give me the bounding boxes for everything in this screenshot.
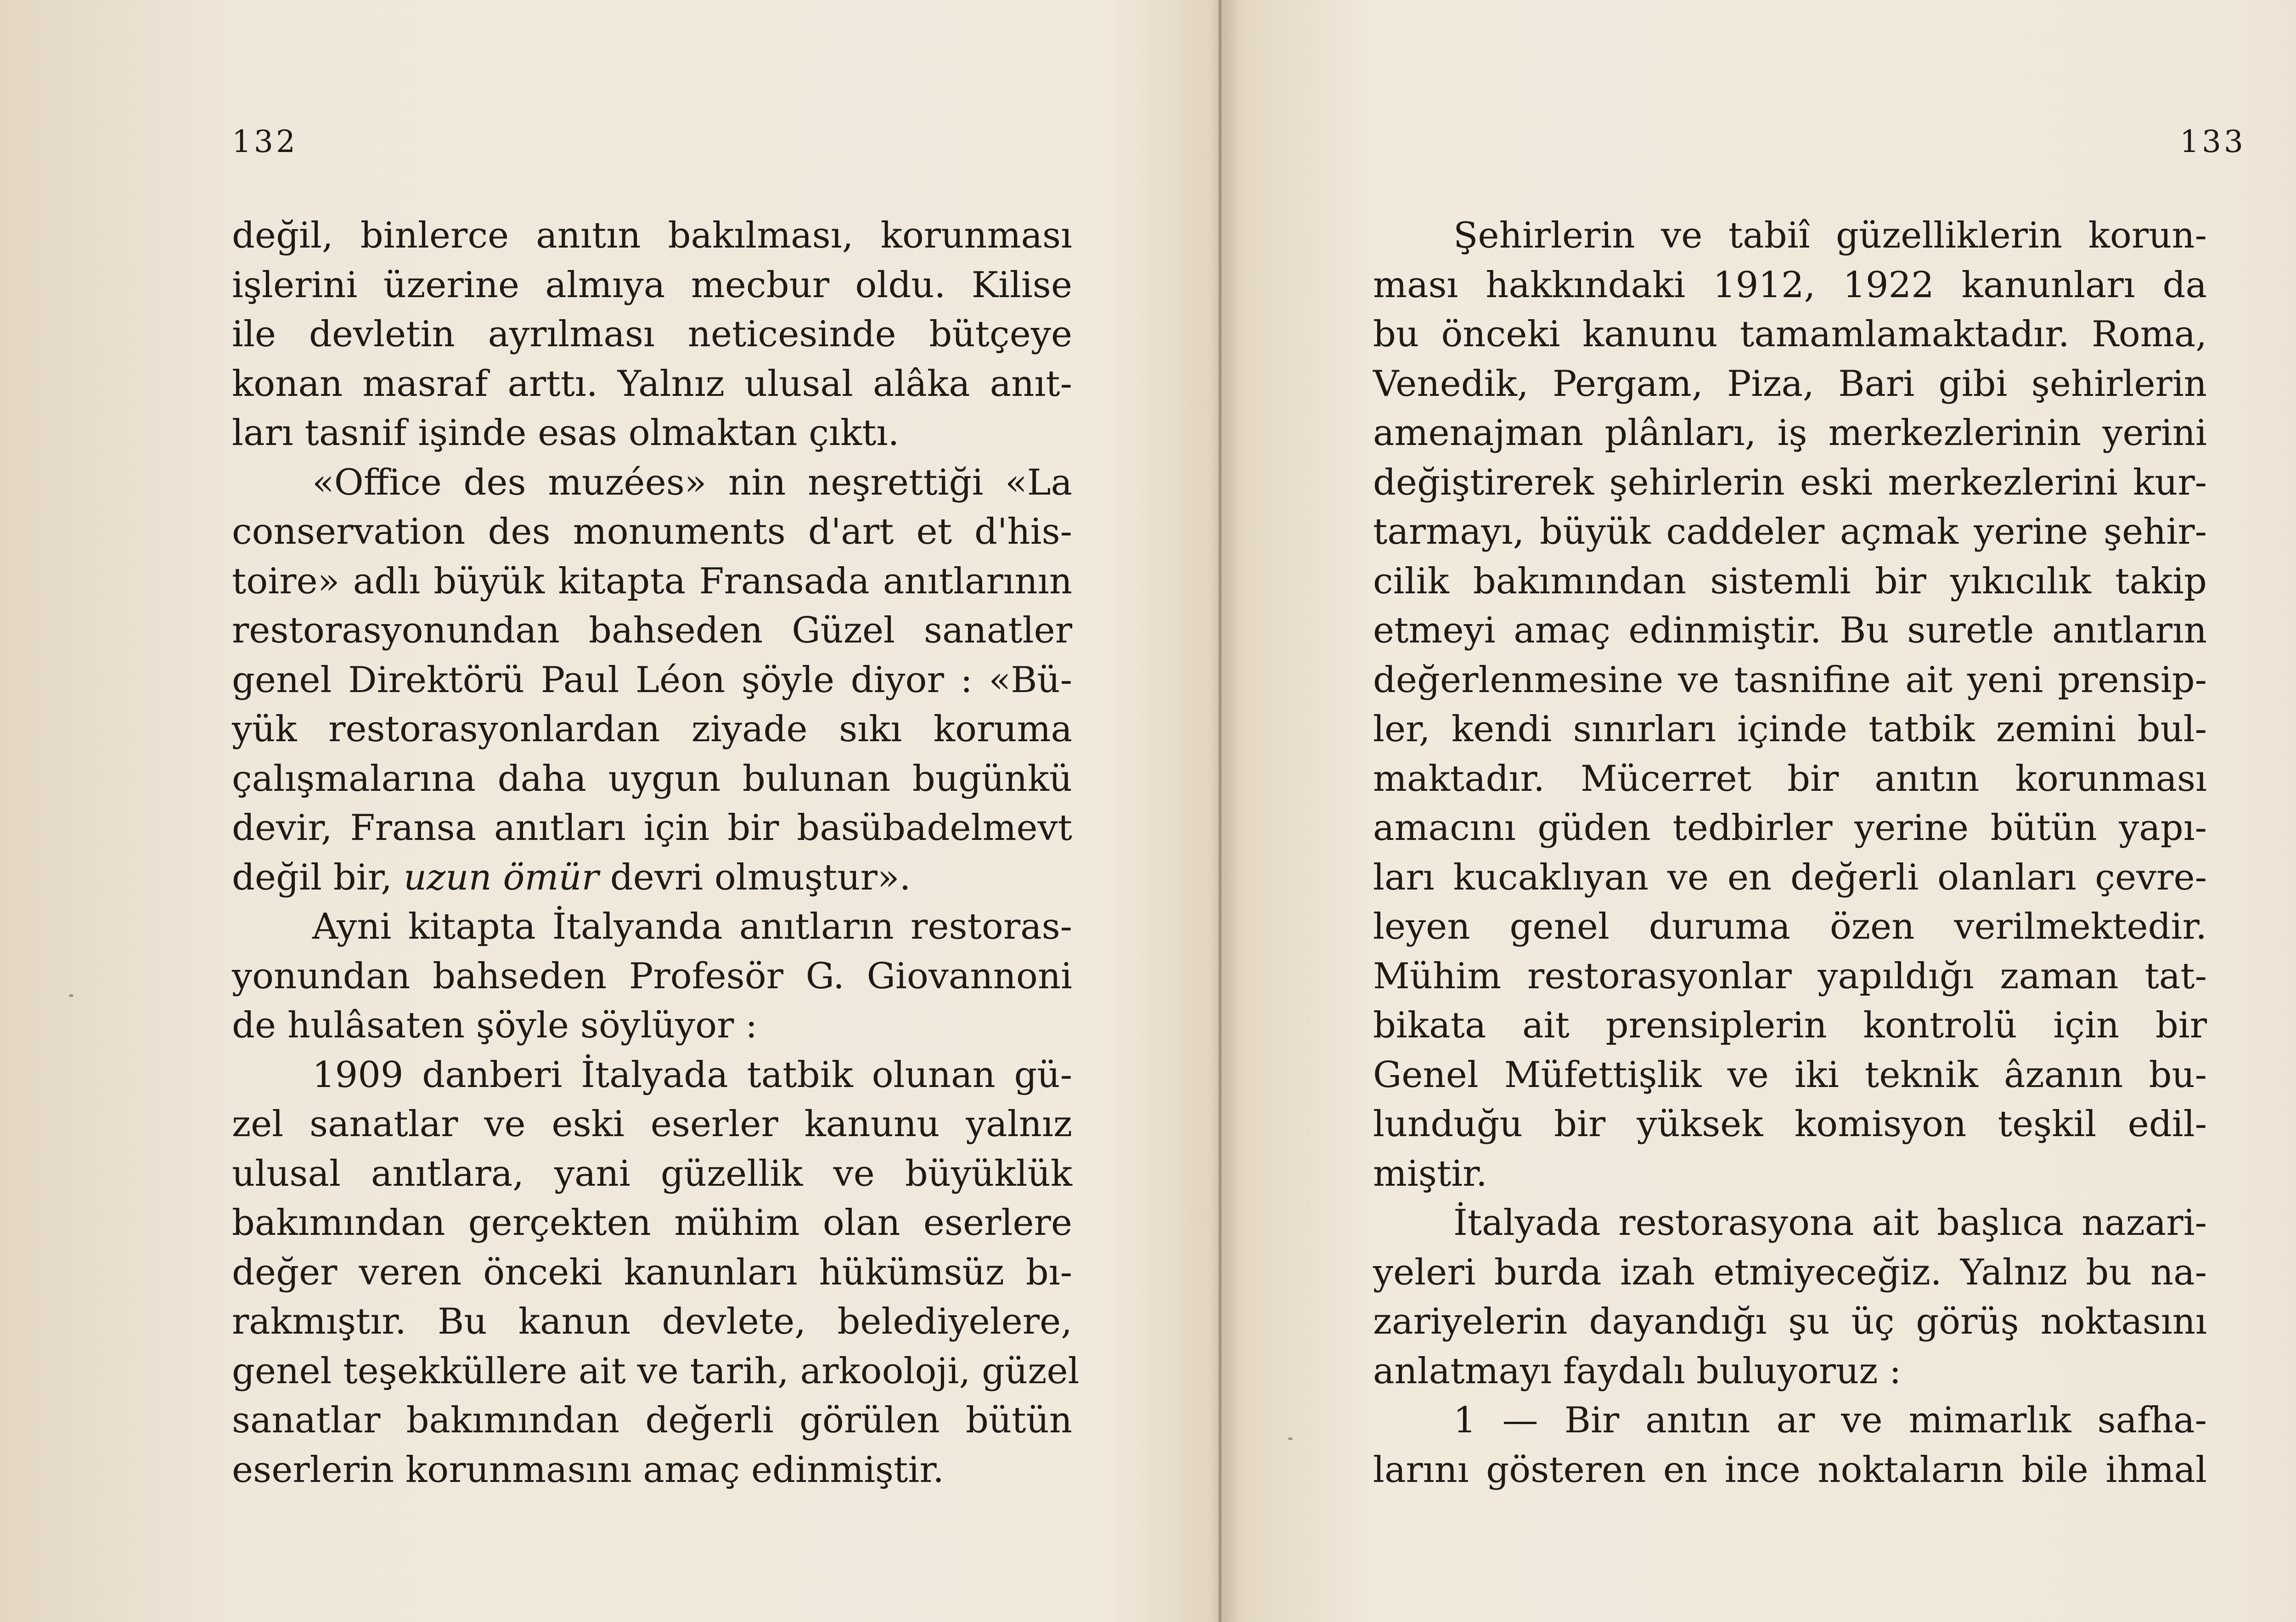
text-line: conservation des monuments d'art et d'his- <box>232 511 1072 552</box>
page-number-right: 133 <box>2180 124 2246 159</box>
text-line: leyen genel duruma özen verilmektedir. <box>1373 906 2207 947</box>
text-line: zariyelerin dayandığı şu üç görüş noktasını <box>1373 1301 2207 1342</box>
text-line: ları kucaklıyan ve en değerli olanları çevre- <box>1373 856 2207 898</box>
text-line: larını gösteren en ince noktaların bile ihmal <box>1373 1449 2207 1491</box>
text-line: etmeyi amaç edinmiştir. Bu suretle anıtların <box>1373 610 2207 651</box>
left-page-text <box>232 211 1080 1495</box>
text-line: devir, Fransa anıtları için bir basübadelmevt <box>232 807 1072 849</box>
right-page-text <box>1373 211 2207 1495</box>
text-line: toire» adlı büyük kitapta Fransada anıtlarının <box>232 560 1072 602</box>
text-line: bu önceki kanunu tamamlamaktadır. Roma, <box>1373 314 2207 355</box>
text-line: değer veren önceki kanunları hükümsüz bı- <box>232 1251 1072 1293</box>
text-line: ulusal anıtlara, yani güzellik ve büyüklük <box>232 1153 1072 1194</box>
paper-speck <box>1288 1437 1293 1440</box>
text-line: «Office des muzées» nin neşrettiği «La <box>312 462 1072 503</box>
text-line: Ayni kitapta İtalyanda anıtların restoras- <box>312 906 1072 947</box>
text-line: de hulâsaten şöyle söylüyor : <box>232 1005 758 1046</box>
text-line: çalışmalarına daha uygun bulunan bugünkü <box>232 758 1072 800</box>
text-line: Mühim restorasyonlar yapıldığı zaman tat- <box>1373 955 2207 997</box>
text-line: bakımından gerçekten mühim olan eserlere <box>232 1202 1072 1244</box>
text-line: ması hakkındaki 1912, 1922 kanunları da <box>1373 264 2207 306</box>
text-line: zel sanatlar ve eski eserler kanunu yalnız <box>232 1104 1072 1145</box>
text-line: genel Direktörü Paul Léon şöyle diyor : «Bü- <box>232 659 1072 701</box>
text-line: ile devletin ayrılması neticesinde bütçeye <box>232 314 1072 355</box>
text-line: ları tasnif işinde esas olmaktan çıktı. <box>232 412 900 454</box>
page-number-left: 132 <box>232 124 298 159</box>
text-line: yük restorasyonlardan ziyade sıkı koruma <box>232 709 1072 750</box>
text-line: değil, binlerce anıtın bakılması, korunması <box>232 215 1072 256</box>
paper-speck <box>69 994 73 997</box>
text-line: genel teşekküllere ait ve tarih, arkooloji, güzel <box>232 1350 1080 1392</box>
text-line: anlatmayı faydalı buluyoruz : <box>1373 1350 1902 1392</box>
text-line: yonundan bahseden Profesör G. Giovannoni <box>232 955 1072 997</box>
text-line: amacını güden tedbirler yerine bütün yapı- <box>1373 807 2207 849</box>
italic-phrase: uzun ömür <box>403 856 599 898</box>
text-line: yeleri burda izah etmiyeceğiz. Yalnız bu na- <box>1373 1251 2207 1293</box>
text-line: Genel Müfettişlik ve iki teknik âzanın bu- <box>1373 1054 2207 1096</box>
text-line: restorasyonundan bahseden Güzel sanatler <box>232 610 1072 651</box>
text-line: Venedik, Pergam, Piza, Bari gibi şehirlerin <box>1373 363 2207 405</box>
text-line: amenajman plânları, iş merkezlerinin yerini <box>1373 412 2207 454</box>
text-line: lunduğu bir yüksek komisyon teşkil edil- <box>1373 1104 2207 1145</box>
text-line: tarmayı, büyük caddeler açmak yerine şehir- <box>1373 511 2207 552</box>
text-line: işlerini üzerine almıya mecbur oldu. Kilise <box>232 264 1072 306</box>
text-line: maktadır. Mücerret bir anıtın korunması <box>1373 758 2207 800</box>
text-segment: değil bir, <box>232 856 404 898</box>
text-line: eserlerin korunmasını amaç edinmiştir. <box>232 1449 944 1491</box>
text-line: 1909 danberi İtalyada tatbik olunan gü- <box>312 1054 1072 1096</box>
text-segment: devri olmuştur». <box>598 856 911 898</box>
text-line: konan masraf arttı. Yalnız ulusal alâka anıt- <box>232 363 1072 405</box>
text-line: Şehirlerin ve tabiî güzelliklerin korun- <box>1453 215 2207 256</box>
text-line: değerlenmesine ve tasnifine ait yeni prensip- <box>1373 659 2207 701</box>
right-page <box>1221 0 2296 1622</box>
text-line: miştir. <box>1373 1153 1487 1194</box>
text-line: 1 — Bir anıtın ar ve mimarlık safha- <box>1453 1400 2207 1441</box>
text-line: ler, kendi sınırları içinde tatbik zemini bul- <box>1373 709 2207 750</box>
text-line: değiştirerek şehirlerin eski merkezlerini kur- <box>1373 462 2207 503</box>
text-line: rakmıştır. Bu kanun devlete, belediyelere, <box>232 1301 1072 1342</box>
text-line <box>232 853 1072 903</box>
text-line: cilik bakımından sistemli bir yıkıcılık takip <box>1373 560 2207 602</box>
text-line: sanatlar bakımından değerli görülen bütün <box>232 1400 1072 1441</box>
text-line: bikata ait prensiplerin kontrolü için bir <box>1373 1005 2207 1046</box>
text-line: İtalyada restorasyona ait başlıca nazari- <box>1453 1202 2207 1244</box>
